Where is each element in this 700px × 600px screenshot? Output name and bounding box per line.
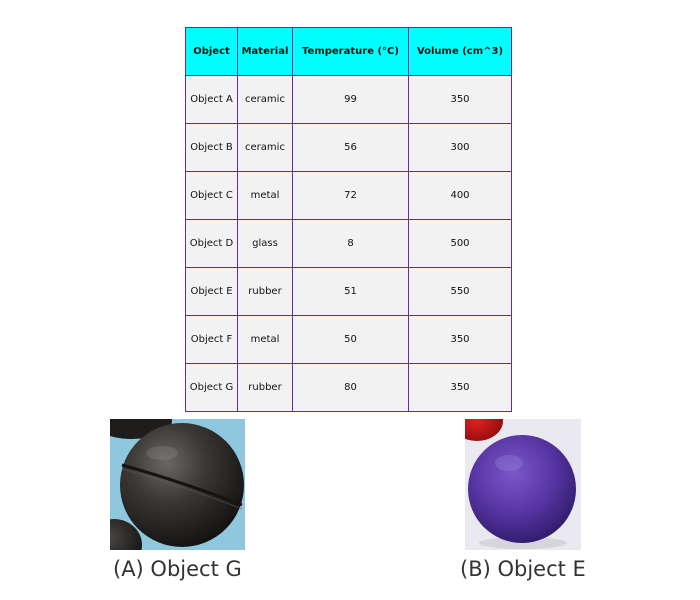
table-row bbox=[186, 172, 512, 220]
purple-rubber-ball-image bbox=[465, 419, 581, 550]
caption-object-e: (B) Object E bbox=[460, 557, 586, 581]
cell-temperature: 80 bbox=[293, 364, 409, 412]
cell-temperature: 99 bbox=[293, 76, 409, 124]
table-row bbox=[186, 316, 512, 364]
table-row bbox=[186, 364, 512, 412]
header-object: Object bbox=[186, 28, 238, 76]
black-rubber-ball-image bbox=[110, 419, 245, 550]
header-volume: Volume (cm^3) bbox=[409, 28, 512, 76]
data-table bbox=[185, 27, 512, 412]
table-row bbox=[186, 268, 512, 316]
table-row bbox=[186, 76, 512, 124]
table-row bbox=[186, 220, 512, 268]
cell-object: Object F bbox=[186, 316, 238, 364]
table-row bbox=[186, 124, 512, 172]
cell-object: Object G bbox=[186, 364, 238, 412]
object-e-photo bbox=[465, 419, 581, 550]
cell-volume: 300 bbox=[409, 124, 512, 172]
cell-volume: 550 bbox=[409, 268, 512, 316]
cell-object: Object D bbox=[186, 220, 238, 268]
cell-volume: 500 bbox=[409, 220, 512, 268]
header-temperature: Temperature (°C) bbox=[293, 28, 409, 76]
cell-material: glass bbox=[238, 220, 293, 268]
caption-object-g: (A) Object G bbox=[113, 557, 242, 581]
cell-object: Object B bbox=[186, 124, 238, 172]
cell-material: rubber bbox=[238, 268, 293, 316]
object-g-photo bbox=[110, 419, 245, 550]
cell-temperature: 72 bbox=[293, 172, 409, 220]
cell-material: ceramic bbox=[238, 76, 293, 124]
cell-volume: 350 bbox=[409, 316, 512, 364]
cell-volume: 400 bbox=[409, 172, 512, 220]
cell-volume: 350 bbox=[409, 364, 512, 412]
cell-volume: 350 bbox=[409, 76, 512, 124]
cell-temperature: 56 bbox=[293, 124, 409, 172]
table-header-row bbox=[186, 28, 512, 76]
cell-material: metal bbox=[238, 172, 293, 220]
cell-material: rubber bbox=[238, 364, 293, 412]
cell-object: Object C bbox=[186, 172, 238, 220]
cell-temperature: 8 bbox=[293, 220, 409, 268]
cell-object: Object E bbox=[186, 268, 238, 316]
cell-material: metal bbox=[238, 316, 293, 364]
cell-temperature: 50 bbox=[293, 316, 409, 364]
header-material: Material bbox=[238, 28, 293, 76]
cell-temperature: 51 bbox=[293, 268, 409, 316]
cell-object: Object A bbox=[186, 76, 238, 124]
cell-material: ceramic bbox=[238, 124, 293, 172]
